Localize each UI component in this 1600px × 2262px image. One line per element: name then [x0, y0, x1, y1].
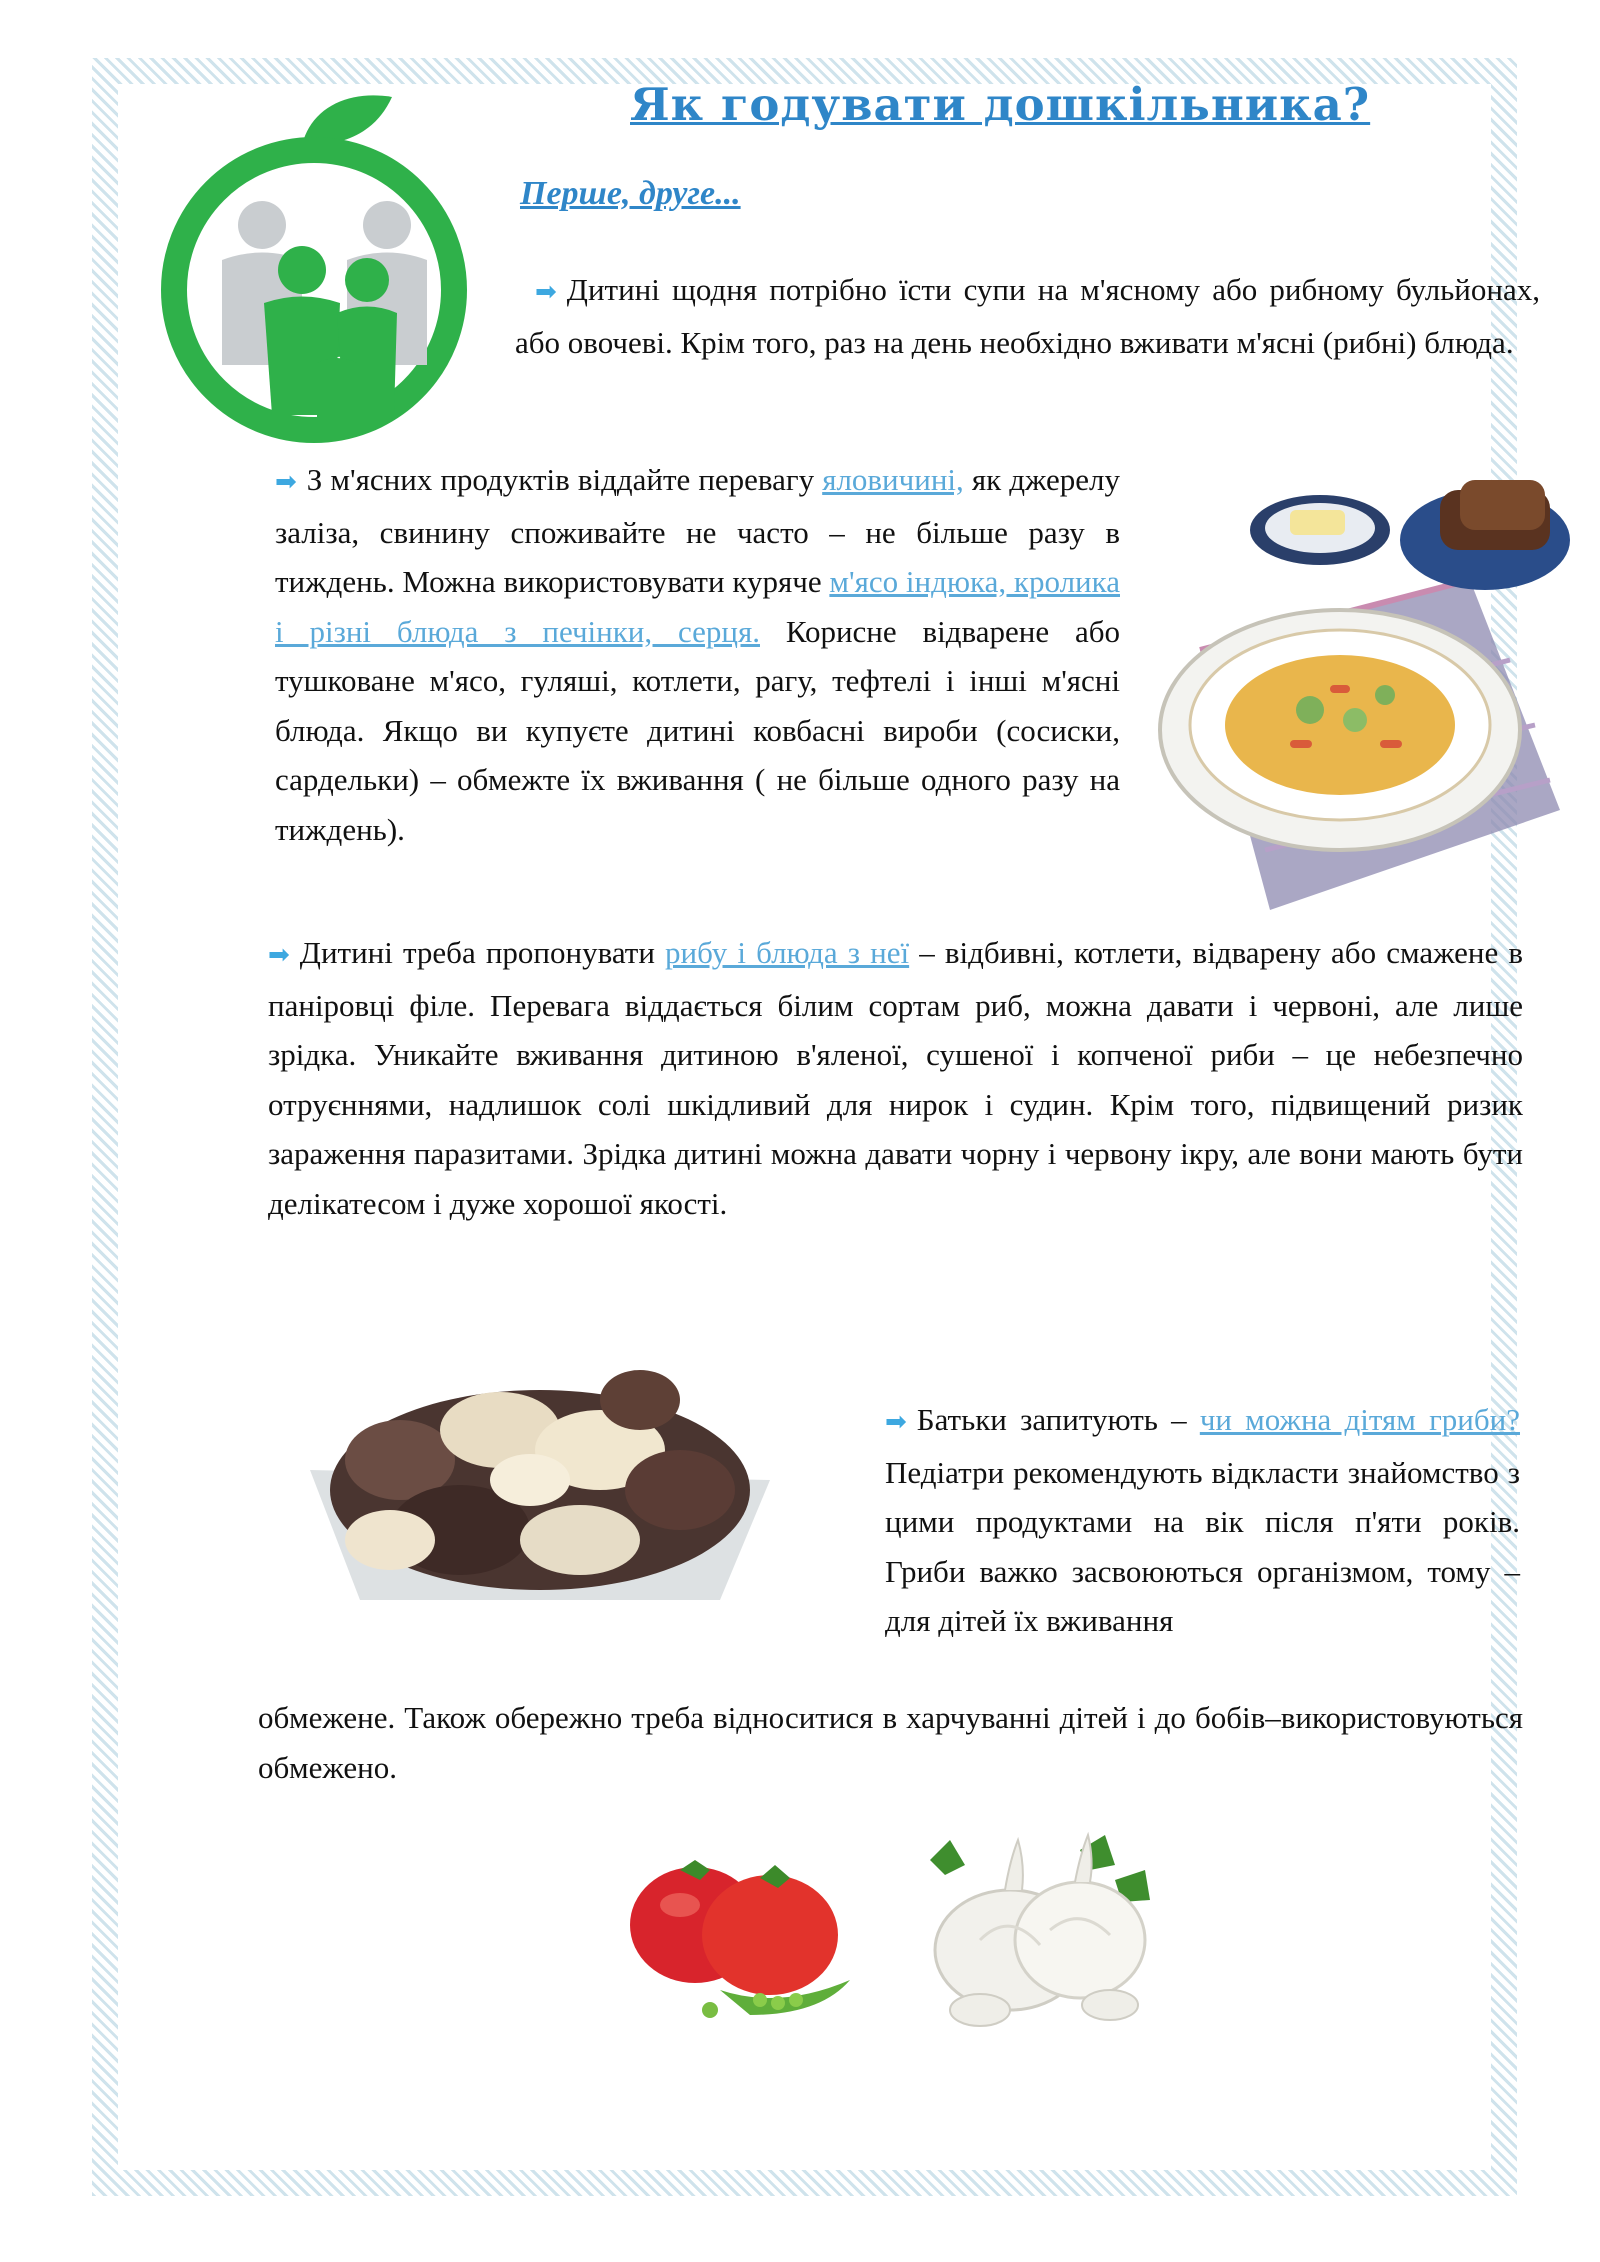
- soup-plate-image-icon: [1140, 470, 1570, 930]
- paragraph-fish: [268, 928, 1523, 1228]
- garlic-image-icon: [910, 1820, 1170, 2030]
- link-mushrooms[interactable]: чи можна дітям гриби?: [1199, 1402, 1520, 1437]
- arrow-bullet-icon: ➡: [268, 940, 290, 970]
- mushrooms-plate-image-icon: [300, 1340, 800, 1640]
- section-subtitle: Перше, друге...: [520, 175, 741, 212]
- link-beef[interactable]: яловичині,: [822, 462, 964, 497]
- paragraph-soups: [515, 265, 1540, 367]
- paragraph-meat-text-c: Корисне відварене або тушковане м'ясо, гуляші, котлети, рагу, тефтелі і інші м'ясні блюда. Якщо ви купуєте дитині ковбасні вироби (сосиски, сардельки) – обмежте їх вживання ( не більше одного разу на тиждень).: [275, 613, 1120, 847]
- family-apple-logo-icon: [152, 85, 487, 445]
- paragraph-beans: обмежене. Також обережно треба відноситися в харчуванні дітей і до бобів–використовуються обмежено.: [258, 1700, 1523, 1785]
- link-fish-dishes[interactable]: рибу і блюда з неї: [665, 935, 910, 970]
- link-turkey-rabbit[interactable]: м'ясо індюка, кролика і різні блюда з печінки, серця.: [275, 564, 1120, 649]
- arrow-bullet-icon: ➡: [885, 1407, 907, 1437]
- paragraph-mushrooms: [885, 1395, 1520, 1646]
- paragraph-fish-text-b: – відбивні, котлети, відварену або смажене в паніровці філе. Перевага віддається білим сортам риб, можна давати і червоні, але лише зрідка. Уникайте вживання дитиною в'яленої, сушеної і копченої риби – це небезпечно отруєннями, надлишок солі шкідливий для нирок і судин. Крім того, підвищений ризик зараження паразитами. Зрідка дитині можна давати чорну і червону ікру, але вони мають бути делікатесом і дуже хорошої якості.: [268, 935, 1523, 1221]
- paragraph-meat-text-a: З м'ясних продуктів віддайте перевагу: [306, 462, 823, 497]
- paragraph-meat-text-b: як джерелу заліза, свинину споживайте не часто – не більше разу в тиждень. Можна використовувати куряче: [275, 462, 1120, 599]
- page-title: Як годувати дошкільника?: [630, 78, 1371, 131]
- arrow-bullet-icon: ➡: [535, 277, 557, 307]
- tomatoes-image-icon: [620, 1830, 870, 2030]
- paragraph-mushrooms-text-a: Батьки запитують –: [916, 1402, 1200, 1437]
- paragraph-mushrooms-text-b: Педіатри рекомендують відкласти знайомство з цими продуктами на вік після п'яти років. Гриби важко засвоюються організмом, тому – для дітей їх вживання: [885, 1454, 1520, 1638]
- paragraph-fish-text-a: Дитині треба пропонувати: [299, 935, 666, 970]
- paragraph-soups-text: Дитині щодня потрібно їсти супи на м'ясному або рибному бульйонах, або овочеві. Крім того, раз на день необхідно вживати м'ясні (рибні) блюда.: [515, 272, 1540, 360]
- arrow-bullet-icon: ➡: [275, 467, 297, 497]
- paragraph-meat: [275, 455, 1120, 854]
